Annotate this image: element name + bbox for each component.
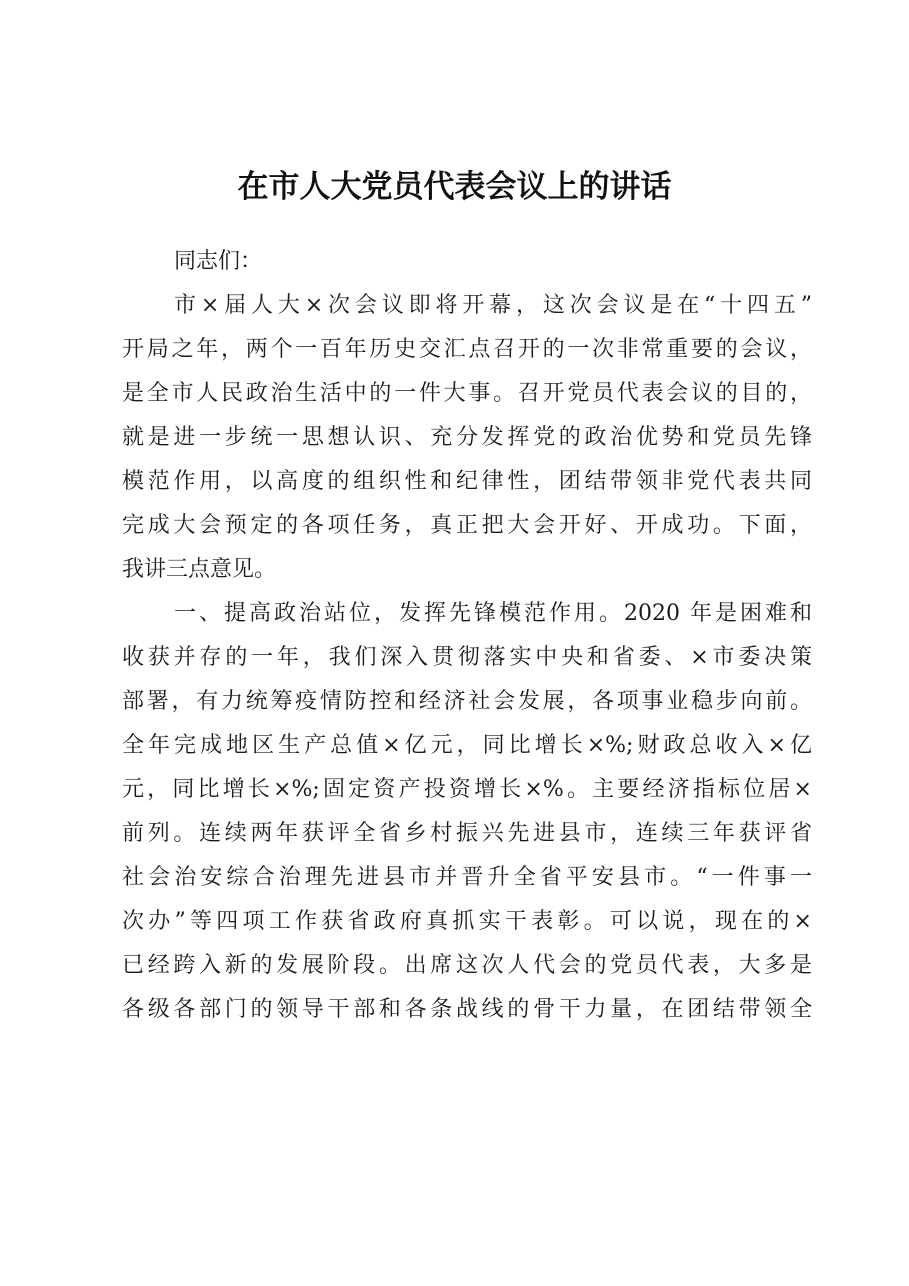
paragraph-1-line-4: 就是进一步统一思想认识、充分发挥党的政治优势和党员先锋 [122,425,812,450]
paragraph-2-line-8: 次办”等四项工作获省政府真抓实干表彰。可以说，现在的× [122,909,812,934]
paragraph-1-line-3: 是全市人民政治生活中的一件大事。召开党员代表会议的目的， [122,381,812,406]
document-title: 在市人大党员代表会议上的讲话 [237,169,672,205]
paragraph-1-line-2: 开局之年，两个一百年历史交汇点召开的一次非常重要的会议， [122,337,812,362]
paragraph-2-line-6: 前列。连续两年获评全省乡村振兴先进县市，连续三年获评省 [122,821,812,846]
paragraph-2-line-10: 各级各部门的领导干部和各条战线的骨干力量，在团结带领全 [122,997,812,1022]
paragraph-2-line-3: 部署，有力统筹疫情防控和经济社会发展，各项事业稳步向前。 [122,689,812,714]
salutation: 同志们： [174,249,263,274]
paragraph-2-line-7: 社会治安综合治理先进县市并晋升全省平安县市。“一件事一 [122,865,812,890]
paragraph-2-line-2: 收获并存的一年，我们深入贯彻落实中央和省委、×市委决策 [122,645,812,670]
paragraph-1-line-1: 市×届人大×次会议即将开幕，这次会议是在“十四五” [174,293,812,318]
paragraph-2-line-4: 全年完成地区生产总值×亿元，同比增长×%;财政总收入×亿 [122,733,812,758]
paragraph-2-line-9: 已经跨入新的发展阶段。出席这次人代会的党员代表，大多是 [122,953,812,978]
paragraph-2-line-1: 一、提高政治站位，发挥先锋模范作用。2020 年是困难和 [174,601,812,626]
paragraph-2-line-5: 元，同比增长×%;固定资产投资增长×%。主要经济指标位居× [122,777,812,802]
document-body [122,240,812,1032]
paragraph-1-line-7: 我讲三点意见。 [122,557,277,582]
paragraph-1-line-5: 模范作用，以高度的组织性和纪律性，团结带领非党代表共同 [122,469,812,494]
paragraph-1-line-6: 完成大会预定的各项任务，真正把大会开好、开成功。下面， [122,513,812,538]
